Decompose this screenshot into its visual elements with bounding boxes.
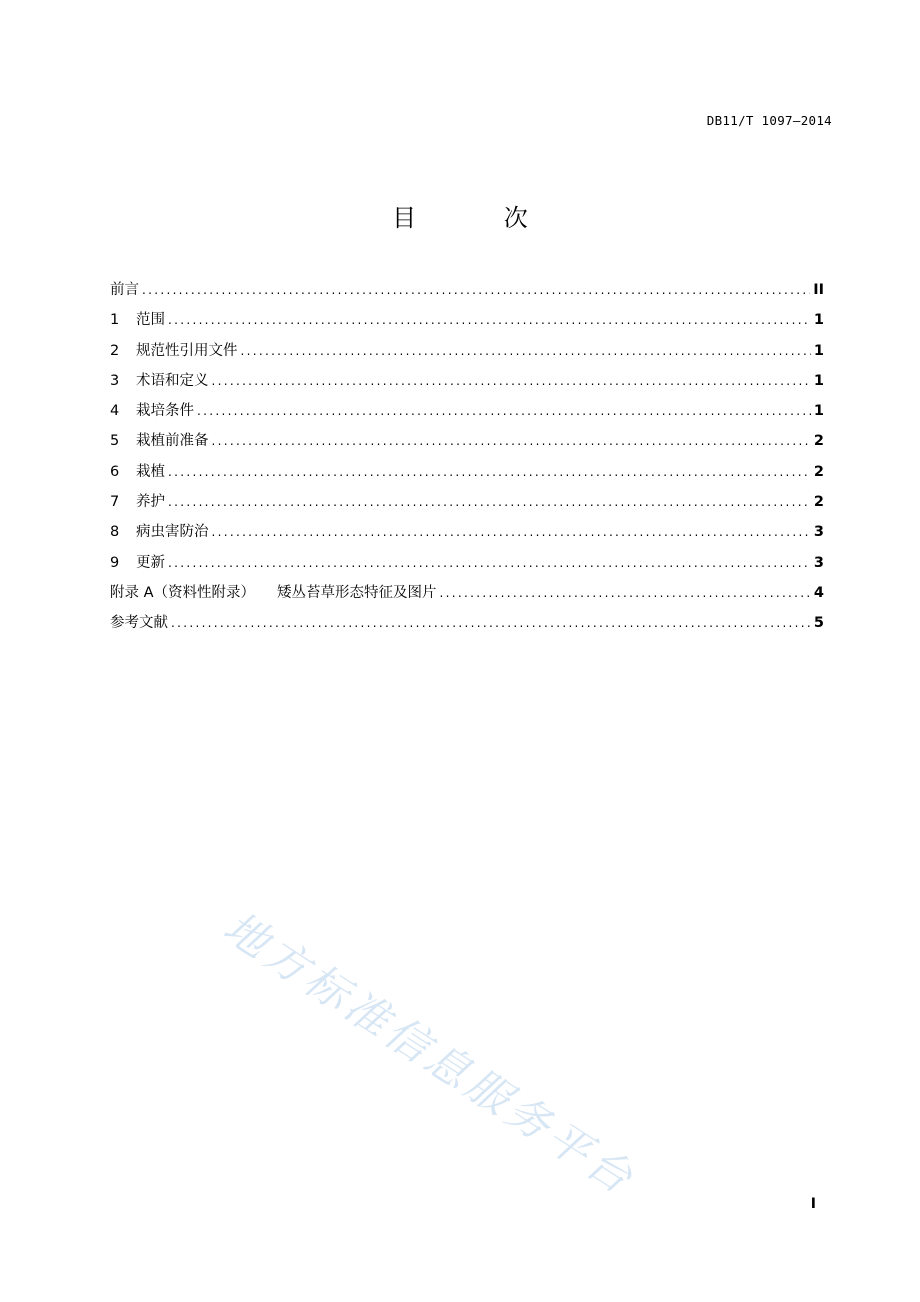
table-of-contents bbox=[110, 278, 824, 642]
toc-entry-title: 栽培条件 bbox=[136, 403, 194, 420]
toc-entry-page: 1 bbox=[813, 342, 824, 359]
toc-entry-cultivation-conditions[interactable] bbox=[110, 399, 824, 429]
toc-entry-title: 前言 bbox=[110, 282, 139, 298]
toc-entry-number: 8 bbox=[110, 524, 120, 541]
toc-entry-number: 6 bbox=[110, 463, 120, 480]
toc-entry-title: 病虫害防治 bbox=[136, 524, 209, 541]
toc-entry-pest-control[interactable] bbox=[110, 520, 824, 550]
page-number: I bbox=[810, 1196, 816, 1212]
toc-dot-leader bbox=[241, 339, 811, 363]
toc-entry-number: 3 bbox=[110, 372, 120, 389]
toc-entry-number: 9 bbox=[110, 554, 120, 571]
toc-dot-leader bbox=[197, 399, 811, 423]
toc-dot-leader bbox=[168, 460, 811, 484]
toc-dot-leader bbox=[142, 278, 810, 302]
toc-entry-title: 养护 bbox=[136, 494, 165, 511]
document-code: DB11/T 1097—2014 bbox=[706, 113, 832, 128]
toc-entry-number: 4 bbox=[110, 403, 120, 420]
toc-entry-page: 2 bbox=[813, 494, 824, 511]
toc-entry-page: 1 bbox=[813, 403, 824, 420]
toc-dot-leader bbox=[168, 490, 811, 514]
toc-entry-title: 栽植 bbox=[136, 463, 165, 480]
toc-entry-title: 术语和定义 bbox=[136, 372, 209, 389]
toc-entry-foreword[interactable] bbox=[110, 278, 824, 308]
toc-entry-page: 3 bbox=[813, 524, 824, 541]
toc-entry-title: 范围 bbox=[136, 312, 165, 329]
toc-dot-leader bbox=[212, 429, 811, 453]
toc-dot-leader bbox=[440, 581, 811, 605]
toc-entry-number: 2 bbox=[110, 342, 120, 359]
toc-entry-page: II bbox=[813, 282, 824, 298]
toc-dot-leader bbox=[171, 611, 811, 635]
toc-entry-page: 3 bbox=[813, 554, 824, 571]
toc-entry-number: 7 bbox=[110, 494, 120, 511]
toc-entry-subtitle: 矮丛苔草形态特征及图片 bbox=[277, 584, 437, 601]
toc-entry-page: 2 bbox=[813, 463, 824, 480]
toc-entry-scope[interactable] bbox=[110, 308, 824, 338]
toc-dot-leader bbox=[168, 551, 811, 575]
toc-entry-bibliography[interactable] bbox=[110, 611, 824, 641]
toc-entry-page: 2 bbox=[813, 433, 824, 450]
toc-entry-renewal[interactable] bbox=[110, 551, 824, 581]
toc-entry-title: 规范性引用文件 bbox=[136, 342, 238, 359]
toc-dot-leader bbox=[168, 308, 811, 332]
toc-entry-title: 栽植前准备 bbox=[136, 433, 209, 450]
toc-entry-pre-planting[interactable] bbox=[110, 429, 824, 459]
toc-entry-number: 1 bbox=[110, 312, 120, 329]
toc-entry-maintenance[interactable] bbox=[110, 490, 824, 520]
toc-dot-leader bbox=[212, 520, 811, 544]
toc-entry-page: 1 bbox=[813, 312, 824, 329]
toc-entry-appendix-a[interactable] bbox=[110, 581, 824, 611]
toc-dot-leader bbox=[212, 369, 811, 393]
toc-entry-normative-references[interactable] bbox=[110, 339, 824, 369]
toc-entry-page: 5 bbox=[813, 615, 824, 632]
toc-entry-number: 5 bbox=[110, 433, 120, 450]
watermark: 地方标准信息服务平台 bbox=[214, 902, 645, 1206]
toc-entry-title: 更新 bbox=[136, 554, 165, 571]
toc-entry-title: 参考文献 bbox=[110, 615, 168, 632]
toc-entry-page: 1 bbox=[813, 372, 824, 389]
toc-entry-page: 4 bbox=[813, 584, 824, 601]
toc-entry-terms-definitions[interactable] bbox=[110, 369, 824, 399]
toc-entry-title: 附录 A（资料性附录） bbox=[110, 584, 256, 601]
toc-heading: 目 次 bbox=[392, 204, 568, 232]
toc-entry-planting[interactable] bbox=[110, 460, 824, 490]
